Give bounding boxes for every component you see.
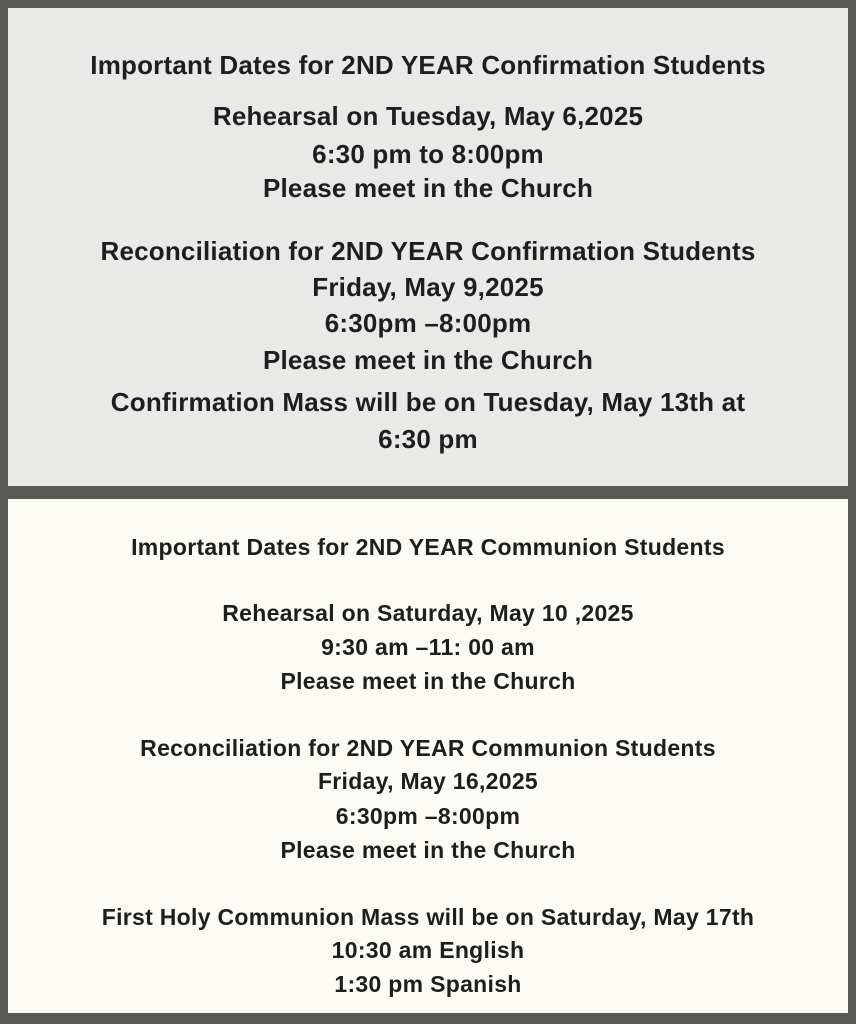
- communion-rehearsal-time: 9:30 am –11: 00 am: [321, 634, 535, 660]
- confirmation-rehearsal-time: 6:30 pm to 8:00pm: [312, 139, 544, 169]
- confirmation-panel: [8, 8, 848, 486]
- confirmation-rehearsal-location: Please meet in the Church: [262, 173, 594, 203]
- communion-reconciliation-location: Please meet in the Church: [280, 837, 576, 863]
- confirmation-mass-line2: 6:30 pm: [378, 424, 478, 454]
- communion-mass-english: 10:30 am English: [331, 937, 525, 963]
- confirmation-reconciliation-date: Friday, May 9,2025: [312, 272, 544, 302]
- confirmation-reconciliation-location: Please meet in the Church: [262, 345, 594, 375]
- communion-heading: Important Dates for 2ND YEAR Communion Students: [131, 534, 725, 560]
- confirmation-reconciliation-time: 6:30pm –8:00pm: [324, 308, 532, 338]
- confirmation-heading: Important Dates for 2ND YEAR Confirmation Students: [90, 50, 766, 80]
- communion-reconciliation-title: Reconciliation for 2ND YEAR Communion Students: [140, 735, 716, 761]
- confirmation-reconciliation-title: Reconciliation for 2ND YEAR Confirmation Students: [100, 236, 756, 266]
- communion-reconciliation-time: 6:30pm –8:00pm: [335, 803, 521, 829]
- communion-reconciliation-date: Friday, May 16,2025: [317, 768, 539, 794]
- communion-mass-line1: First Holy Communion Mass will be on Saturday, May 17th: [101, 904, 755, 930]
- confirmation-rehearsal-date: Rehearsal on Tuesday, May 6,2025: [212, 101, 644, 131]
- communion-rehearsal-location: Please meet in the Church: [280, 668, 576, 694]
- communion-mass-spanish: 1:30 pm Spanish: [334, 971, 522, 997]
- communion-rehearsal-date: Rehearsal on Saturday, May 10 ,2025: [222, 600, 634, 626]
- confirmation-mass-line1: Confirmation Mass will be on Tuesday, May 13th at: [110, 387, 746, 417]
- communion-panel: [8, 499, 848, 1013]
